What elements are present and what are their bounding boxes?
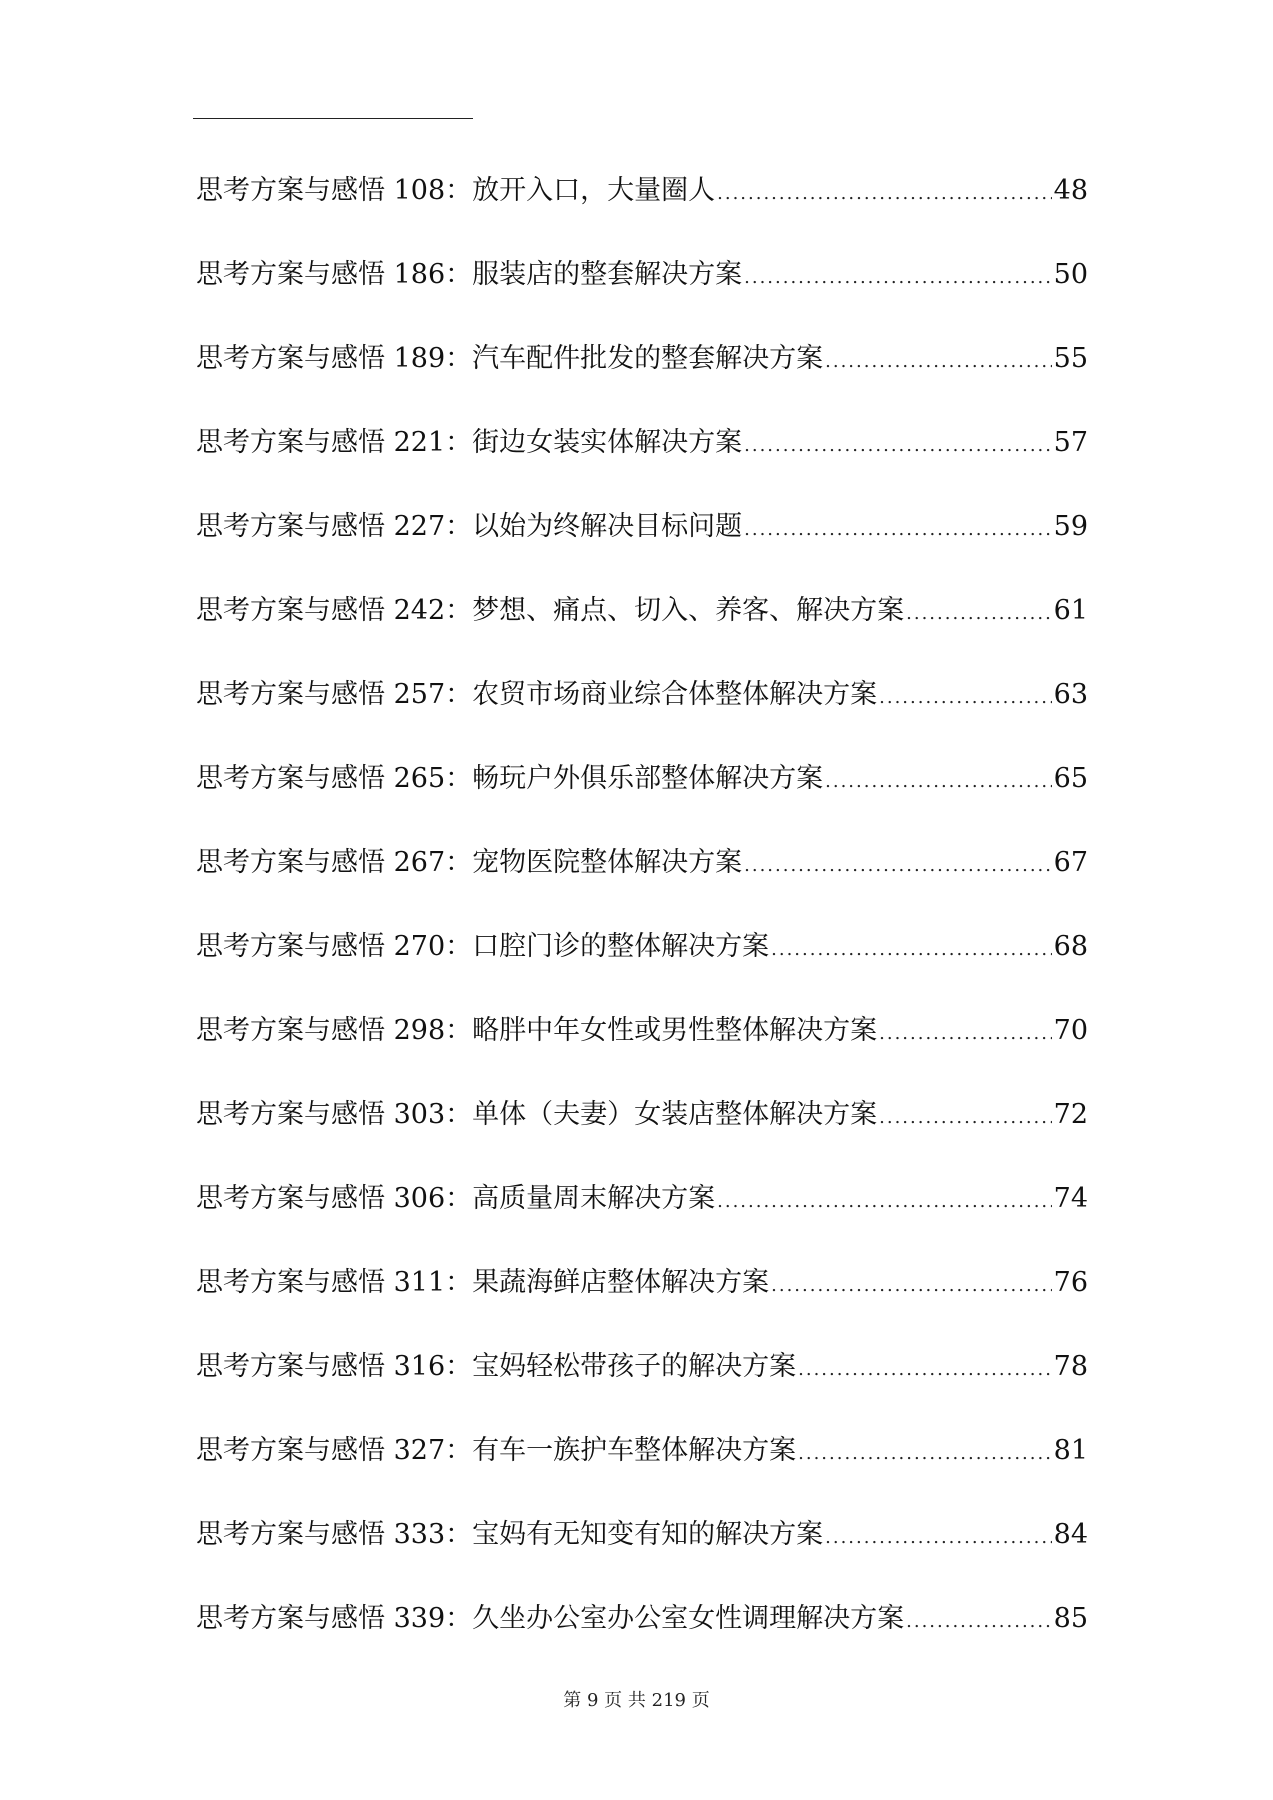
toc-entry[interactable]	[196, 1428, 1088, 1512]
toc-entry-page: 61	[1053, 595, 1088, 626]
toc-entry-page: 55	[1053, 343, 1088, 374]
toc-entry-page: 84	[1053, 1519, 1088, 1550]
toc-entry[interactable]	[196, 252, 1088, 336]
toc-entry-page: 67	[1053, 847, 1088, 878]
toc-entry-title: 思考方案与感悟 186：服装店的整套解决方案	[196, 259, 743, 290]
toc-entry[interactable]	[196, 168, 1088, 252]
toc-entry-title: 思考方案与感悟 221：街边女装实体解决方案	[196, 427, 743, 458]
toc-entry-title: 思考方案与感悟 242：梦想、痛点、切入、养客、解决方案	[196, 595, 905, 626]
toc-entry-page: 76	[1053, 1267, 1088, 1298]
page-footer: 第 9 页 共 219 页	[563, 1690, 710, 1711]
toc-leader-dots	[798, 1443, 1052, 1464]
toc-entry[interactable]	[196, 1176, 1088, 1260]
toc-leader-dots	[825, 351, 1052, 372]
toc-entry-title: 思考方案与感悟 108：放开入口，大量圈人	[196, 175, 716, 206]
toc-entry[interactable]	[196, 840, 1088, 924]
toc-entry-title: 思考方案与感悟 339：久坐办公室办公室女性调理解决方案	[196, 1603, 905, 1634]
toc-entry-title: 思考方案与感悟 316：宝妈轻松带孩子的解决方案	[196, 1351, 797, 1382]
toc-leader-dots	[744, 519, 1052, 540]
toc-entry-title: 思考方案与感悟 227：以始为终解决目标问题	[196, 511, 743, 542]
toc-entry-title: 思考方案与感悟 298：略胖中年女性或男性整体解决方案	[196, 1015, 878, 1046]
toc-entry-page: 50	[1053, 259, 1088, 290]
toc-entry-page: 70	[1053, 1015, 1088, 1046]
toc-entry-page: 78	[1053, 1351, 1088, 1382]
toc-entry[interactable]	[196, 1260, 1088, 1344]
toc-leader-dots	[744, 855, 1052, 876]
toc-entry-page: 57	[1053, 427, 1088, 458]
toc-entry[interactable]	[196, 756, 1088, 840]
toc-entry[interactable]	[196, 924, 1088, 1008]
toc-leader-dots	[906, 603, 1052, 624]
toc-leader-dots	[825, 1527, 1052, 1548]
toc-entry-title: 思考方案与感悟 257：农贸市场商业综合体整体解决方案	[196, 679, 878, 710]
toc-entry-page: 48	[1053, 175, 1088, 206]
toc-leader-dots	[798, 1359, 1052, 1380]
toc-entry[interactable]	[196, 1008, 1088, 1092]
table-of-contents	[196, 168, 1088, 1680]
toc-entry-page: 63	[1053, 679, 1088, 710]
toc-entry-page: 74	[1053, 1183, 1088, 1214]
toc-entry-title: 思考方案与感悟 333：宝妈有无知变有知的解决方案	[196, 1519, 824, 1550]
toc-entry[interactable]	[196, 504, 1088, 588]
top-divider	[193, 118, 473, 119]
toc-entry[interactable]	[196, 420, 1088, 504]
toc-entry[interactable]	[196, 336, 1088, 420]
toc-leader-dots	[717, 183, 1052, 204]
toc-leader-dots	[879, 1023, 1052, 1044]
toc-leader-dots	[771, 1275, 1052, 1296]
toc-entry[interactable]	[196, 1596, 1088, 1680]
toc-entry-page: 59	[1053, 511, 1088, 542]
toc-entry-page: 68	[1053, 931, 1088, 962]
toc-entry-title: 思考方案与感悟 189：汽车配件批发的整套解决方案	[196, 343, 824, 374]
toc-entry-title: 思考方案与感悟 265：畅玩户外俱乐部整体解决方案	[196, 763, 824, 794]
toc-leader-dots	[825, 771, 1052, 792]
toc-leader-dots	[879, 687, 1052, 708]
toc-leader-dots	[771, 939, 1052, 960]
toc-leader-dots	[879, 1107, 1052, 1128]
toc-leader-dots	[717, 1191, 1052, 1212]
toc-entry[interactable]	[196, 1512, 1088, 1596]
toc-entry-title: 思考方案与感悟 327：有车一族护车整体解决方案	[196, 1435, 797, 1466]
toc-entry[interactable]	[196, 672, 1088, 756]
toc-entry[interactable]	[196, 1092, 1088, 1176]
toc-leader-dots	[906, 1611, 1052, 1632]
toc-leader-dots	[744, 435, 1052, 456]
toc-entry-title: 思考方案与感悟 303：单体（夫妻）女装店整体解决方案	[196, 1099, 878, 1130]
toc-entry-title: 思考方案与感悟 306：高质量周末解决方案	[196, 1183, 716, 1214]
toc-leader-dots	[744, 267, 1052, 288]
toc-entry-page: 85	[1053, 1603, 1088, 1634]
toc-entry-page: 65	[1053, 763, 1088, 794]
toc-entry-page: 81	[1053, 1435, 1088, 1466]
toc-entry[interactable]	[196, 1344, 1088, 1428]
toc-entry[interactable]	[196, 588, 1088, 672]
toc-entry-page: 72	[1053, 1099, 1088, 1130]
toc-entry-title: 思考方案与感悟 270：口腔门诊的整体解决方案	[196, 931, 770, 962]
toc-entry-title: 思考方案与感悟 311：果蔬海鲜店整体解决方案	[196, 1267, 770, 1298]
toc-entry-title: 思考方案与感悟 267：宠物医院整体解决方案	[196, 847, 743, 878]
